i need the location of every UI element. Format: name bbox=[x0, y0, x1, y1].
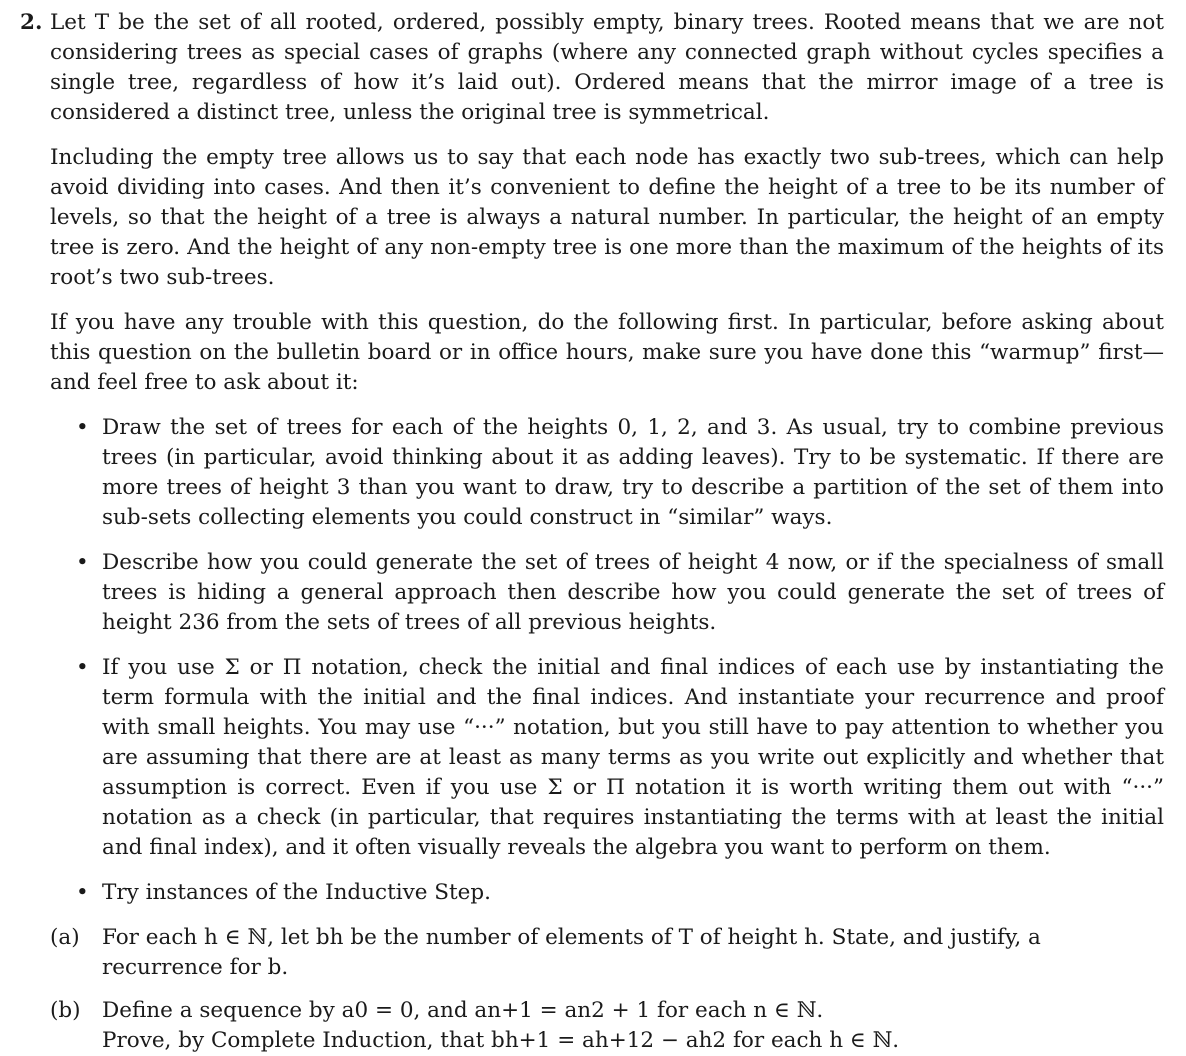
warmup-text-4: Try instances of the Inductive Step. bbox=[102, 880, 491, 905]
part-b-definition: Define a sequence by a0 = 0, and an+1 = an2 + 1 for each n ∈ ℕ. bbox=[102, 998, 824, 1023]
part-a-text: For each h ∈ ℕ, let bh be the number of elements of T of height h. State, and justify, a recurrence for b. bbox=[102, 925, 1041, 980]
part-a-label: (a) bbox=[50, 925, 80, 950]
part-b bbox=[50, 996, 1164, 1056]
warmup-list bbox=[50, 413, 1164, 908]
warmup-text-3: If you use Σ or Π notation, check the initial and final indices of each use by instantiating the term formula with the initial and the final indices. And instantiate your recurrence and proof with small heights. You may use “···” notation, but you still have to pay attention to whether you are assuming that there are at least as many terms as you write out explicitly and whether that assumption is correct. Even if you use Σ or Π notation it is worth writing them out with “···” notation as a check (in particular, that requires instantiating the terms with at least the initial and final index), and it often visually reveals the algebra you want to perform on them. bbox=[102, 655, 1164, 860]
parts-list bbox=[50, 923, 1164, 1056]
intro-paragraph-3: If you have any trouble with this question, do the following first. In particular, before asking about this question on the bulletin board or in office hours, make sure you have done this “warmup” first—and feel free to ask about it: bbox=[50, 310, 1164, 395]
part-b-claim: Prove, by Complete Induction, that bh+1 = ah+12 − ah2 for each h ∈ ℕ. bbox=[102, 1028, 900, 1053]
problem-2 bbox=[20, 8, 1164, 1056]
bullet-icon: • bbox=[76, 415, 89, 440]
bullet-icon: • bbox=[76, 880, 89, 905]
problem-number: 2. bbox=[20, 10, 43, 35]
warmup-item-1 bbox=[76, 413, 1164, 533]
warmup-item-2 bbox=[76, 548, 1164, 638]
part-a bbox=[50, 923, 1164, 983]
warmup-text-2: Describe how you could generate the set of trees of height 4 now, or if the specialness of small trees is hiding a general approach then describe how you could generate the set of trees of height 236 from the sets of trees of all previous heights. bbox=[102, 550, 1164, 635]
intro-paragraph-2: Including the empty tree allows us to say that each node has exactly two sub-trees, which can help avoid dividing into cases. And then it’s convenient to define the height of a tree to be its number of levels, so that the height of a tree is always a natural number. In particular, the height of an empty tree is zero. And the height of any non-empty tree is one more than the maximum of the heights of its root’s two sub-trees. bbox=[50, 145, 1164, 290]
intro-paragraph-1: Let T be the set of all rooted, ordered, possibly empty, binary trees. Rooted means that we are not considering trees as special cases of graphs (where any connected graph without cycles specifies a single tree, regardless of how it’s laid out). Ordered means that the mirror image of a tree is considered a distinct tree, unless the original tree is symmetrical. bbox=[50, 10, 1164, 125]
part-b-label: (b) bbox=[50, 998, 81, 1023]
warmup-item-4 bbox=[76, 878, 1164, 908]
warmup-text-1: Draw the set of trees for each of the heights 0, 1, 2, and 3. As usual, try to combine previous trees (in particular, avoid thinking about it as adding leaves). Try to be systematic. If there are more trees of height 3 than you want to draw, try to describe a partition of the set of them into sub-sets collecting elements you could construct in “similar” ways. bbox=[102, 415, 1164, 530]
bullet-icon: • bbox=[76, 655, 89, 680]
bullet-icon: • bbox=[76, 550, 89, 575]
warmup-item-3 bbox=[76, 653, 1164, 863]
